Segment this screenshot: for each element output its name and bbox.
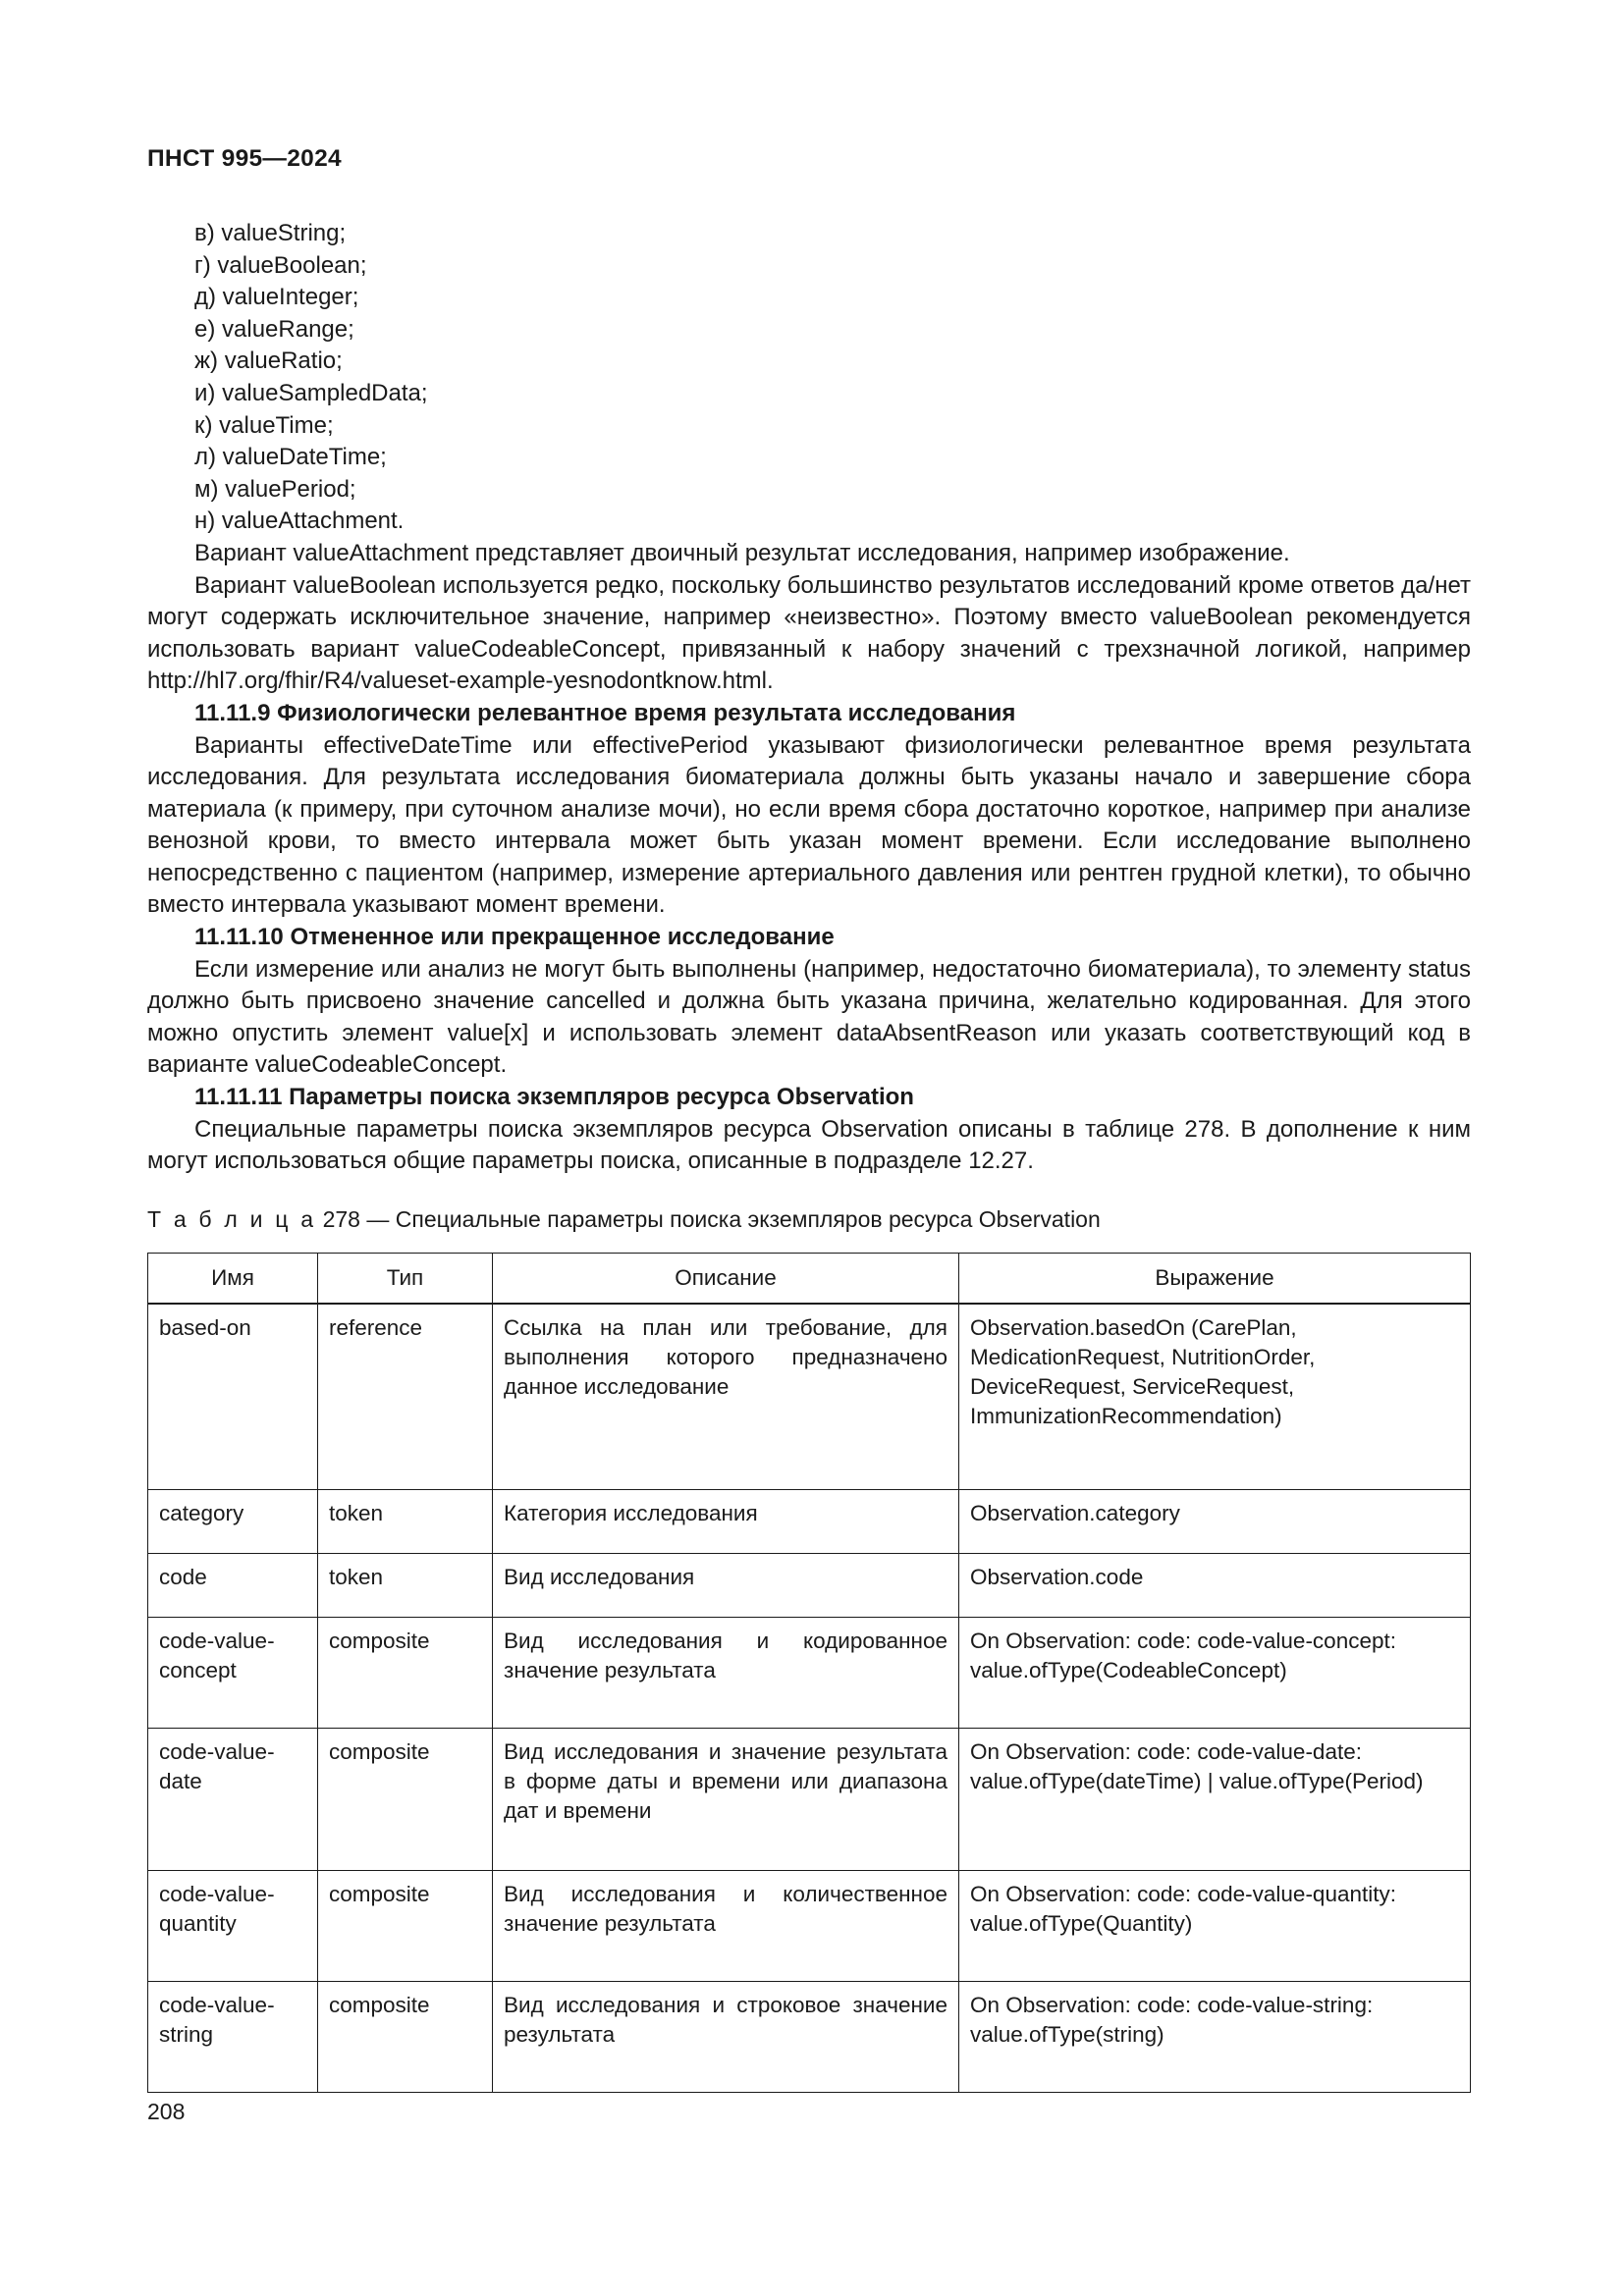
list-item: ж) valueRatio; [194,347,343,375]
cell-expression: On Observation: code: code-value-string: value.ofType(string) [959,1981,1471,2092]
document-header: ПНСТ 995—2024 [147,145,342,172]
search-parameters-table [147,1253,1471,2093]
cell-name: code-value-date [148,1728,318,1870]
table-head [148,1253,1471,1304]
document-body [147,218,1471,2093]
table-row [148,1553,1471,1617]
table-row [148,1728,1471,1870]
table-caption [147,1178,1471,1253]
column-header-type: Тип [318,1253,493,1304]
cell-type: composite [318,1617,493,1728]
heading-11-11-11: 11.11.11 Параметры поиска экземпляров ресурса Observation [194,1084,914,1111]
cell-type: token [318,1489,493,1553]
table-row [148,1617,1471,1728]
paragraph-value-boolean: Вариант valueBoolean используется редко, поскольку большинство результатов исследований кроме ответов да/нет могут содержать исключительное значение, например «неизвестно». Поэтому вместо valueBoolean рекомендуется использовать вариант valueCodeableConcept, привязанный к набору значений с трехзначной логикой, например http://hl7.org/fhir/R4/valueset-example-yesnodontknow.html. [147,571,1471,695]
cell-name: category [148,1489,318,1553]
list-item: м) valuePeriod; [194,475,356,503]
list-item: и) valueSampledData; [194,379,428,406]
table-caption-label: Т а б л и ц а [147,1205,317,1232]
heading-11-11-10: 11.11.10 Отмененное или прекращенное исследование [194,924,835,951]
table-row [148,1489,1471,1553]
cell-description: Вид исследования и кодированное значение результата [493,1617,959,1728]
column-header-expression: Выражение [959,1253,1471,1304]
cell-description: Вид исследования [493,1553,959,1617]
heading-11-11-9: 11.11.9 Физиологически релевантное время результата исследования [194,699,1016,726]
table-caption-dash: — [366,1205,390,1232]
table-row [148,1981,1471,2092]
paragraph-effective-time: Варианты effectiveDateTime или effectivePeriod указывают физиологически релевантное время результата исследования. Для результата исследования биоматериала должны быть указаны начало и завершение сбора материала (к примеру, при суточном анализе мочи), но если время сбора достаточно короткое, например при анализе венозной крови, то вместо интервала может быть указан момент времени. Если исследование выполнено непосредственно с пациентом (например, измерение артериального давления или рентген грудной клетки), то обычно вместо интервала указывают момент времени. [147,731,1471,919]
cell-description: Вид исследования и строковое значение результата [493,1981,959,2092]
page-number: 208 [147,2099,186,2124]
cell-name: code [148,1553,318,1617]
list-item: е) valueRange; [194,315,354,343]
paragraph-value-attachment: Вариант valueAttachment представляет двоичный результат исследования, например изображение. [194,539,1290,566]
table-caption-number: 278 [322,1205,360,1232]
table-body [148,1304,1471,2093]
list-item: л) valueDateTime; [194,444,387,471]
cell-expression: On Observation: code: code-value-quantity: value.ofType(Quantity) [959,1870,1471,1981]
table-header-row [148,1253,1471,1304]
cell-description: Категория исследования [493,1489,959,1553]
list-item: н) valueAttachment. [194,507,405,535]
cell-expression: On Observation: code: code-value-date: value.ofType(dateTime) | value.ofType(Period) [959,1728,1471,1870]
cell-description: Вид исследования и значение результата в форме даты и времени или диапазона дат и времени [493,1728,959,1870]
cell-name: based-on [148,1304,318,1490]
cell-name: code-value-string [148,1981,318,2092]
cell-expression: Observation.basedOn (CarePlan, MedicationRequest, NutritionOrder, DeviceRequest, ServiceRequest, ImmunizationRecommendation) [959,1304,1471,1490]
cell-type: composite [318,1728,493,1870]
cell-type: composite [318,1981,493,2092]
cell-description: Ссылка на план или требование, для выполнения которого предназначено данное исследование [493,1304,959,1490]
cell-expression: Observation.code [959,1553,1471,1617]
cell-type: composite [318,1870,493,1981]
table-caption-text: Специальные параметры поиска экземпляров ресурса Observation [395,1205,1101,1232]
table-row [148,1304,1471,1490]
list-item: г) valueBoolean; [194,251,367,279]
paragraph-cancelled-study: Если измерение или анализ не могут быть выполнены (например, недостаточно биоматериала), то элементу status должно быть присвоено значение cancelled и должна быть указана причина, желательно кодированная. Для этого можно опустить элемент value[x] и использовать элемент dataAbsentReason или указать соответствующий код в варианте valueCodeableConcept. [147,955,1471,1079]
list-item: к) valueTime; [194,411,334,439]
list-item: д) valueInteger; [194,284,359,311]
cell-expression: On Observation: code: code-value-concept: value.ofType(CodeableConcept) [959,1617,1471,1728]
column-header-description: Описание [493,1253,959,1304]
cell-type: token [318,1553,493,1617]
table-row [148,1870,1471,1981]
column-header-name: Имя [148,1253,318,1304]
cell-type: reference [318,1304,493,1490]
list-item: в) valueString; [194,220,347,246]
cell-name: code-value-quantity [148,1870,318,1981]
paragraph-search-params: Специальные параметры поиска экземпляров ресурса Observation описаны в таблице 278. В дополнение к ним могут использоваться общие параметры поиска, описанные в подразделе 12.27. [147,1115,1471,1175]
cell-description: Вид исследования и количественное значение результата [493,1870,959,1981]
cell-expression: Observation.category [959,1489,1471,1553]
cell-name: code-value-concept [148,1617,318,1728]
